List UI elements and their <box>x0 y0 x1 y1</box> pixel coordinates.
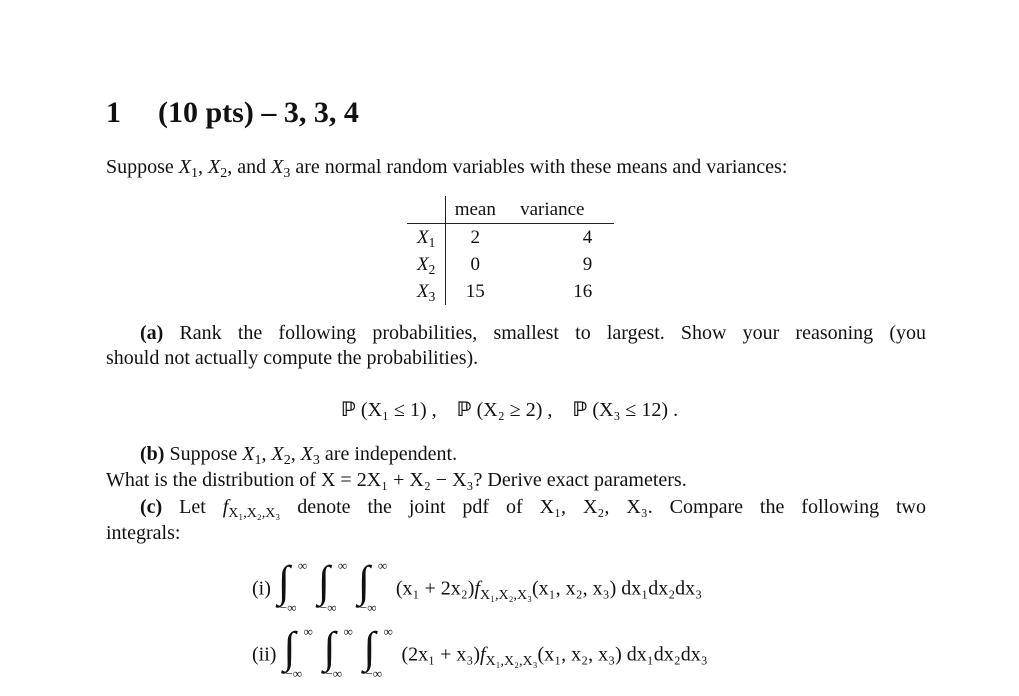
section-title: (10 pts) – 3, 3, 4 <box>158 96 359 129</box>
table-row: $X_3$ 15 16 <box>407 278 614 305</box>
mean-cell: 0 <box>470 254 481 275</box>
header-mean: mean <box>446 196 505 224</box>
header-variance: variance <box>504 196 614 224</box>
variance-cell: 4 <box>582 227 593 248</box>
section-number: 1 <box>106 96 121 129</box>
probabilities: ℙ (X₁ ≤ 1) , ℙ (X₂ ≥ 2) , ℙ (X₃ ≤ 12) . <box>340 397 679 421</box>
part-c-line1: (c) Let $f_{X_1,X_2,X_3}$ denote the joint pdf of X₁, X₂, X₃. Compare the following two <box>140 496 927 522</box>
part-a-line2: should not actually compute the probabilities). <box>106 347 479 369</box>
table-row: $X_2$ 0 9 <box>407 251 614 278</box>
variance-cell: 9 <box>582 254 593 275</box>
variance-cell: 16 <box>573 281 593 302</box>
part-b-line2: What is the distribution of X = 2X₁ + X₂ − X₃? Derive exact parameters. <box>106 469 687 491</box>
table-row: $X_1$ 2 4 <box>407 224 614 252</box>
intro-sentence: Suppose $X_1$, $X_2$, and $X_3$ are normal random variables with these means and variances: <box>106 156 788 182</box>
mean-cell: 15 <box>465 281 485 302</box>
mean-cell: 2 <box>470 227 481 248</box>
part-c-line2: integrals: <box>106 522 181 544</box>
part-a-line1: (a) Rank the following probabilities, smallest to largest. Show your reasoning (you <box>140 322 926 344</box>
integral-i: (i) ∫ ∞ −∞ ∫ ∞ −∞ ∫ ∞ −∞ $(x_1 + 2x_2)f_{X_1,X_2,X_3}(x_1$, x₂, x₃) dx₁dx₂dx₃ <box>252 557 703 615</box>
integral-ii: (ii) ∫ ∞ −∞ ∫ ∞ −∞ ∫ ∞ −∞ $(2x_1 + x_3)f_{X_1,X_2,X_3}(x_1$, x₂, x₃) dx₁dx₂dx₃ <box>252 623 708 681</box>
section-heading <box>106 96 359 130</box>
mean-variance-table <box>407 196 614 305</box>
part-b-line1: (b) Suppose $X_1$, $X_2$, $X_3$ are independent. <box>140 443 458 469</box>
